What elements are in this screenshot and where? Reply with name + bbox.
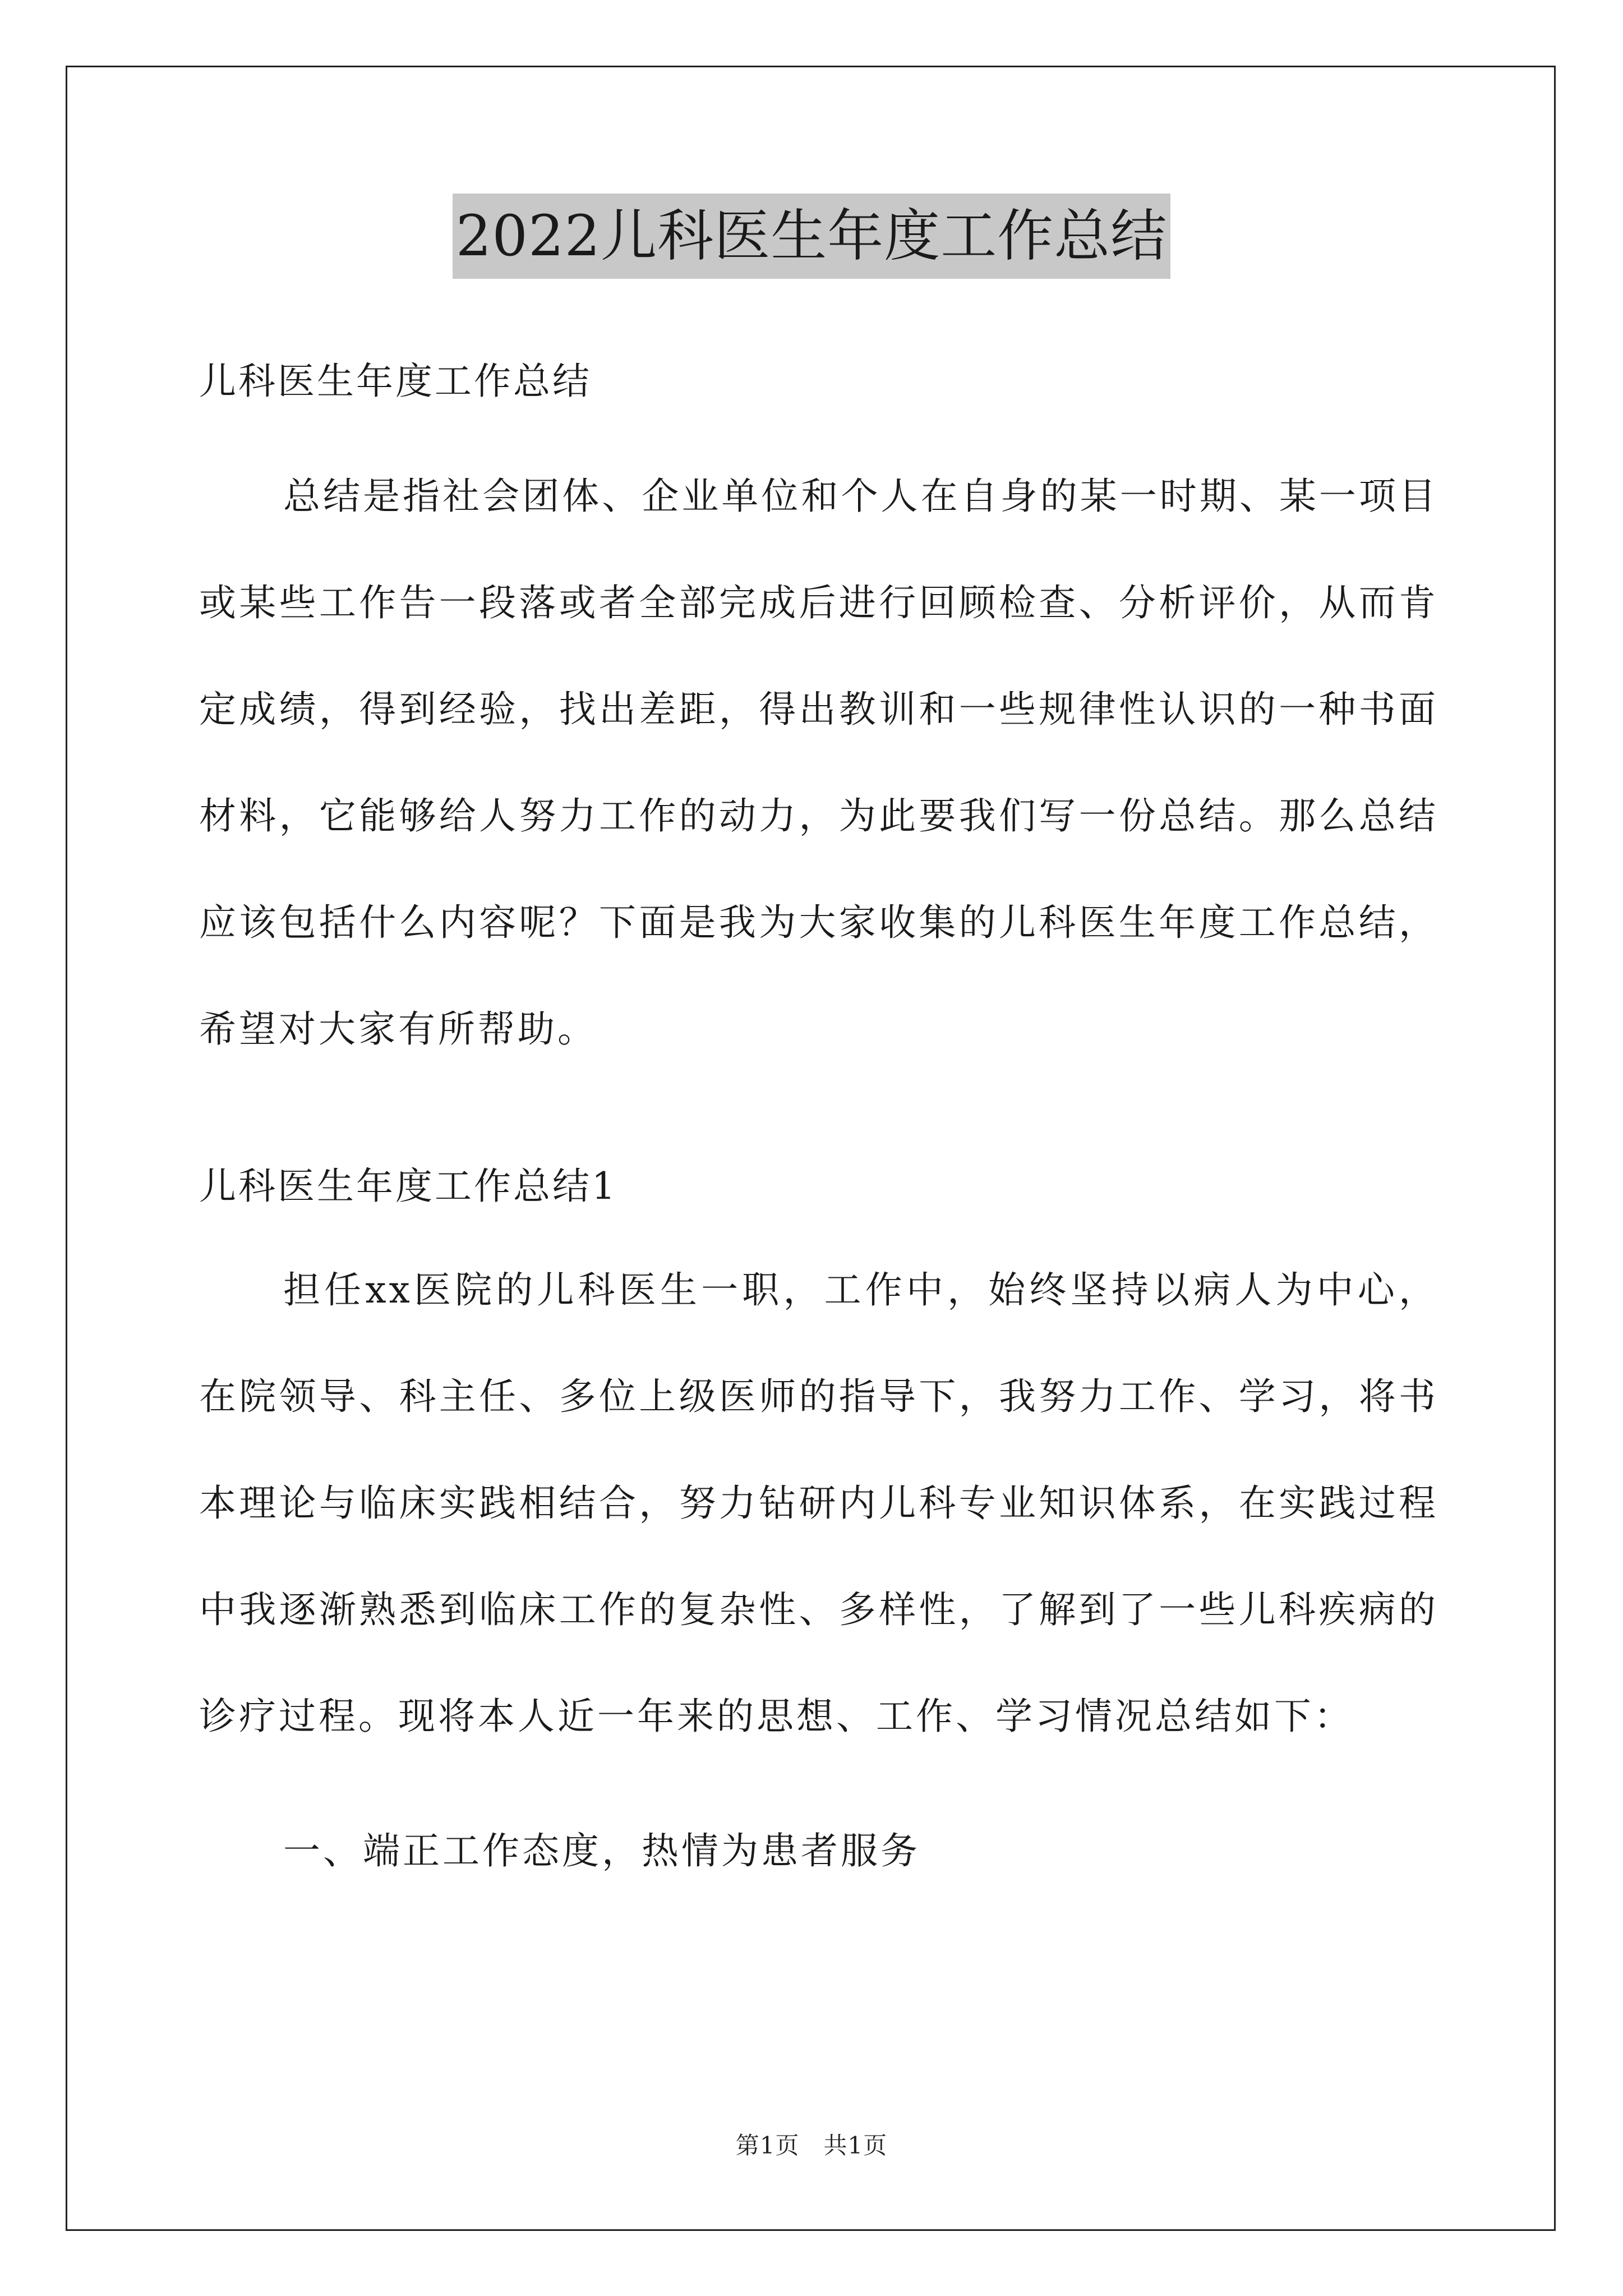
section1-paragraph: 担任xx医院的儿科医生一职，工作中，始终坚持以病人为中心，在院领导、科主任、多位上级医师的指导下，我努力工作、学习，将书本理论与临床实践相结合，努力钻研内儿科专业知识体系，在实践过程中我逐渐熟悉到临床工作的复杂性、多样性，了解到了一些儿科疾病的诊疗过程。现将本人近一年来的思想、工作、学习情况总结如下： [199, 1268, 1438, 1738]
point1-heading: 一、端正工作态度，热情为患者服务 [283, 1829, 920, 1872]
intro-paragraph: 总结是指社会团体、企业单位和个人在自身的某一时期、某一项目或某些工作告一段落或者全部完成后进行回顾检查、分析评价，从而肯定成绩，得到经验，找出差距，得出教训和一些规律性认识的一种书面材料，它能够给人努力工作的动力，为此要我们写一份总结。那么总结应该包括什么内容呢？下面是我为大家收集的儿科医生年度工作总结，希望对大家有所帮助。 [199, 475, 1438, 1051]
document-title: 2022儿科医生年度工作总结 [453, 194, 1171, 279]
intro-heading: 儿科医生年度工作总结 [199, 360, 592, 403]
point-gap [199, 1770, 1438, 1812]
section1-heading: 儿科医生年度工作总结1 [199, 1165, 617, 1208]
document-body [199, 342, 1438, 1890]
section-gap [199, 1083, 1438, 1147]
page-footer: 第1页 共1页 [735, 2132, 888, 2159]
title-container [0, 194, 1623, 279]
